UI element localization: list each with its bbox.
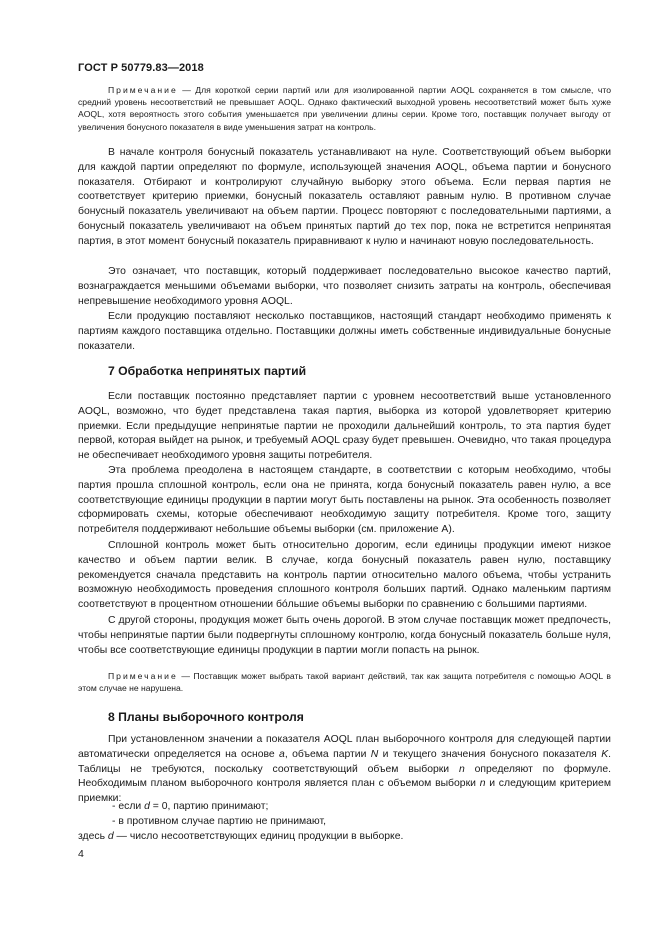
sampling-text-e: определяют по формуле. Необходимым планом выборочного контроля является план с объемом выборки bbox=[78, 763, 611, 790]
note-2 bbox=[78, 670, 611, 694]
var-a: a bbox=[279, 748, 285, 760]
var-K: K bbox=[601, 748, 609, 760]
sampling-text-a: При установленном значении а показателя AOQL план выборочного контроля для следующей партии автоматически определяется на основе bbox=[78, 734, 611, 760]
var-N: N bbox=[370, 748, 379, 760]
note-1-text: — Для короткой серии партий или для изолированной партии AOQL сохраняется в том смысле, что средний уровень несоответствий не превышает AOQL. Однако фактический выходной уровень несоответствий может быть хуже AOQL, хотя вероятность этого события уменьшается при увеличении длины серии. Кроме того, поставщик получает выгоду от увеличения бонусного показателя в виде уменьшения затрат на контроль. bbox=[78, 85, 611, 132]
list-item-reject: - в противном случае партию не принимают, bbox=[112, 816, 326, 827]
paragraph-bonus-start: В начале контроля бонусный показатель устанавливают на нуле. Соответствующий объем выборки для каждой партии определяют по формуле, использующей значения AOQL, объема партии и бонусного показателя. Отбирают и контролируют случайную выборку этого объема. Если первая партия не соответствует критерию приемки, бонусный показатель оставляют равным нулю. В противном случае бонусный показатель увеличивают на объем партии. Процесс повторяют с последовательными партиями, а бонусный показатель увеличивают на объем принятых партий до тех пор, пока не встретится непринятая партия, в этот момент бонусный показатель приравнивают к нулю и начинают новую последовательность. bbox=[78, 147, 611, 247]
list-item-accept bbox=[112, 800, 268, 815]
where-b: — число несоответствующих единиц продукции в выборке. bbox=[113, 831, 404, 842]
note-1 bbox=[78, 84, 611, 133]
var-n-1: n bbox=[458, 763, 465, 775]
var-d-where: d bbox=[107, 831, 114, 842]
paragraph-supplier-reward: Это означает, что поставщик, который поддерживает последовательно высокое качество партий, вознаграждается меньшими объемами выборки, что позволяет снизить затраты на контроль, обеспечивая непревышение необходимого уровня AOQL. bbox=[78, 266, 611, 307]
where-clause bbox=[78, 830, 403, 845]
paragraph-multiple-suppliers: Если продукцию поставляют несколько поставщиков, настоящий стандарт необходимо применять к партиям каждого поставщика отдельно. Поставщики должны иметь собственные индивидуальные бонусные показатели. bbox=[78, 311, 611, 352]
note-1-label: Примечание bbox=[108, 85, 178, 95]
sampling-text-d: . Таблицы не требуются, поскольку соответствующий объем выборки bbox=[78, 748, 612, 775]
note-2-text: — Поставщик может выбрать такой вариант действий, так как защита потребителя с помощью AOQL в этом случае не нарушена. bbox=[78, 671, 611, 694]
note-2-label: Примечание bbox=[108, 671, 178, 681]
var-n-2: n bbox=[479, 778, 486, 790]
list-item-accept-a: - если bbox=[112, 801, 145, 812]
sampling-text-f: и следующим критерием приемки: bbox=[78, 778, 611, 805]
paragraph-full-inspection: Эта проблема преодолена в настоящем стандарте, в соответствии с которым необходимо, чтобы партия прошла сплошной контроль, если она не принята, когда бонусный показатель равен нулю, а все соответствующие единицы продукции в партии могут быть поставлены на рынок. Эта особенность позволяет сформировать схемы, которые обеспечивают необходимую защиту потребителя. Кроме того, защиту потребителя поддерживают небольшие объемы выборки (см. приложение А). bbox=[78, 465, 611, 536]
paragraph-nonconforming-lots: Если поставщик постоянно представляет партии с уровнем несоответствий выше установленного AOQL, возможно, что будет представлена такая партия, выборка из которой удовлетворяет критерию приемки. Если предыдущие непринятые партии не проходили дальнейший контроль, то эта партия будет первой, которая выйдет на рынок, и требуемый AOQL сразу будет превышен. Очевидно, что такая процедура не обеспечивает необходимого уровня защиты потребителя. bbox=[78, 391, 611, 462]
paragraph-expensive-product: С другой стороны, продукция может быть очень дорогой. В этом случае поставщик может предпочесть, чтобы непринятые партии были подвергнуты сплошному контролю, когда бонусный показатель больше нуля, чтобы все соответствующие единицы продукции в партии могли попасть на рынок. bbox=[78, 615, 611, 656]
sampling-text-b: , объема партии bbox=[284, 748, 371, 760]
section-7-heading: 7 Обработка непринятых партий bbox=[108, 364, 307, 378]
list-item-accept-b: = 0, партию принимают; bbox=[149, 801, 269, 812]
where-a: здесь bbox=[78, 831, 108, 842]
paragraph-inspection-cost: Сплошной контроль может быть относительно дорогим, если единицы продукции имеют низкое качество и объем партии велик. В случае, когда бонусный показатель равен нулю, поставщику рекомендуется сначала представить на контроль партии относительно малого объема, чтобы устранить возможную необходимость проведения сплошного контроля больших партий. Однако маленьким партиям соответствуют в процентном отношении бóльшие объемы выборки по сравнению с большими партиями. bbox=[78, 540, 611, 611]
page-number: 4 bbox=[78, 848, 84, 860]
sampling-text-c: и текущего значения бонусного показателя bbox=[378, 748, 602, 760]
paragraph-sampling-plan bbox=[78, 733, 611, 807]
var-d-list: d bbox=[144, 801, 150, 812]
section-8-heading: 8 Планы выборочного контроля bbox=[108, 710, 304, 724]
standard-designation: ГОСТ Р 50779.83—2018 bbox=[78, 62, 204, 74]
